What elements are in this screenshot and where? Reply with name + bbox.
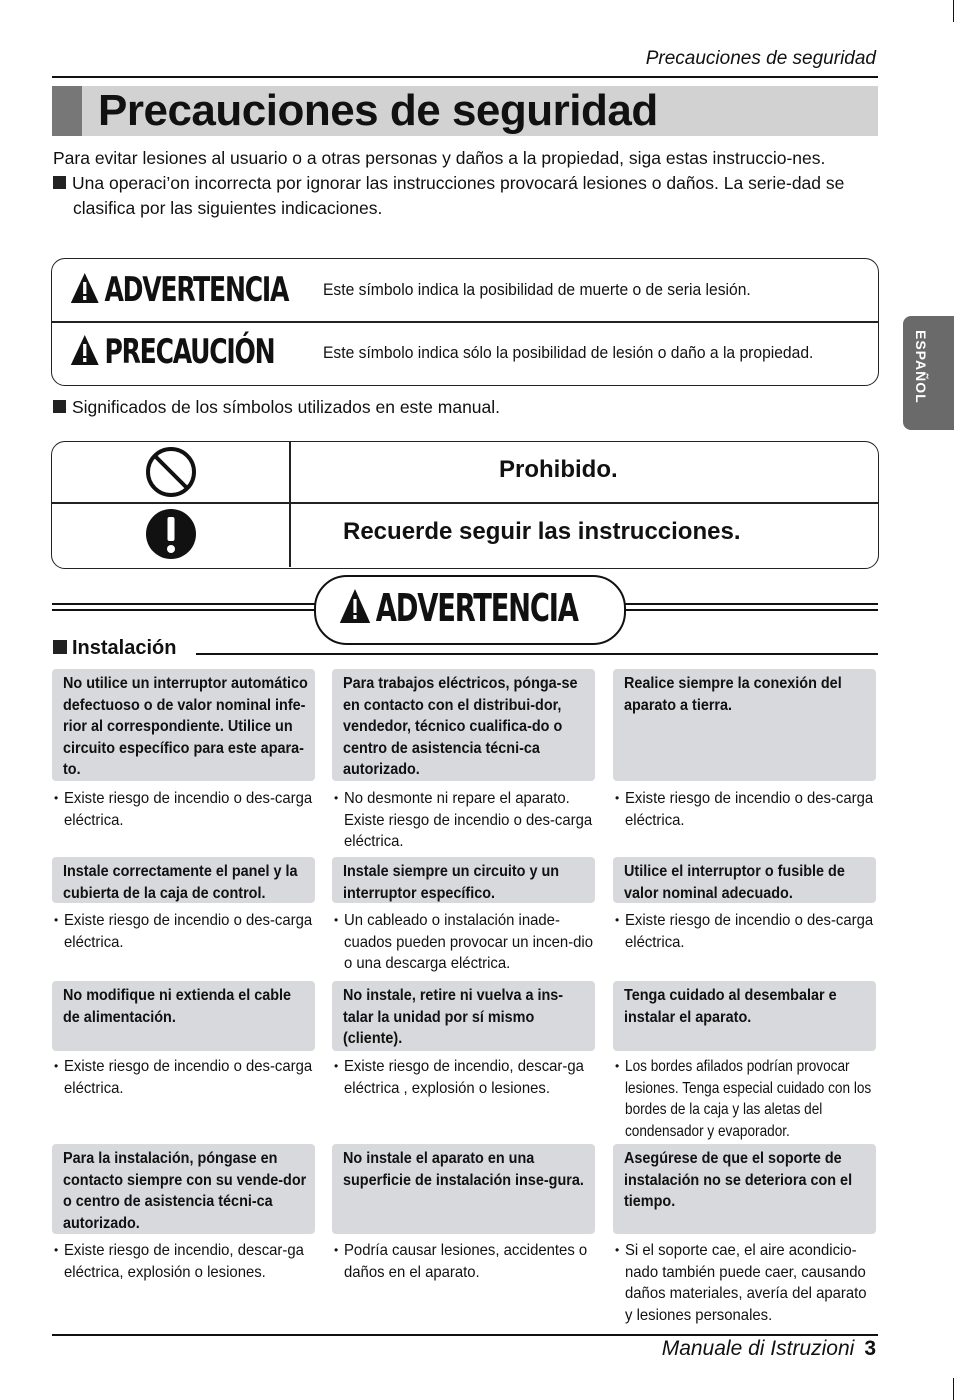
signal-precaucion <box>70 332 274 372</box>
header-rule <box>52 76 878 78</box>
card-9-note-text: • Los bordes afilados podrían provocar lesiones. Tenga especial cuidado con los bordes de la caja y las aletas del condensador y evaporador. <box>625 1058 872 1140</box>
card-2-title: Para trabajos eléctricos, pónga-se en contacto con el distribui-dor, vendedor, técnico cualifica-do o centro de asistencia técni-ca autorizado. <box>343 675 578 778</box>
card-11-note <box>332 1240 595 1283</box>
warning-banner-label: ADVERTENCIA <box>375 586 578 630</box>
symbols-intro <box>53 397 500 418</box>
card-7-note-text: • Existe riesgo de incendio o des-carga eléctrica. <box>64 1058 313 1097</box>
symbol-instructions-text: Recuerde seguir las instrucciones. <box>343 518 741 545</box>
warning-triangle-icon <box>70 272 100 304</box>
section-heading <box>53 637 176 660</box>
card-10-note <box>52 1240 315 1283</box>
page-number: 3 <box>864 1337 876 1360</box>
intro-line-2: Una operaci’on incorrecta por ignorar las instrucciones provocará lesiones o daños. La serie-dad se clasifica por las siguientes indicaciones. <box>53 171 868 221</box>
signal-precaucion-description: Este símbolo indica sólo la posibilidad de lesión o daño a la propiedad. <box>323 343 814 362</box>
card-1-note <box>52 788 315 831</box>
running-header: Precauciones de seguridad <box>645 48 876 69</box>
symbols-intro-text: Significados de los símbolos utilizados en este manual. <box>72 397 501 417</box>
banner-rule-right-2 <box>620 609 878 611</box>
footer <box>662 1337 876 1361</box>
warning-triangle-icon <box>339 588 371 624</box>
page-title: Precauciones de seguridad <box>98 86 658 135</box>
card-11-title: No instale el aparato en una superficie de instalación inse-gura. <box>343 1150 584 1189</box>
section-rule <box>196 653 878 655</box>
card-6-title: Utilice el interruptor o fusible de valor nominal adecuado. <box>624 863 845 902</box>
card-5 <box>332 857 595 903</box>
card-8-note-text: • Existe riesgo de incendio, descar-ga eléctrica , explosión o lesiones. <box>344 1058 584 1097</box>
signal-advertencia <box>70 270 288 310</box>
card-7 <box>52 981 315 1051</box>
banner-rule-left-1 <box>52 603 316 605</box>
footer-manual-title: Manuale di Istruzioni <box>661 1337 855 1360</box>
card-8-note <box>332 1056 595 1099</box>
card-5-note <box>332 910 595 975</box>
warning-banner-content <box>339 584 578 632</box>
card-12 <box>613 1144 876 1234</box>
card-1-title: No utilice un interruptor automático defectuoso o de valor nominal infe-rior al correspondiente. Utilice un circuito específico para este apara-to. <box>63 675 308 778</box>
exclamation-icon <box>145 508 197 560</box>
card-2-note <box>332 788 595 853</box>
card-7-note <box>52 1056 315 1099</box>
card-1 <box>52 669 315 781</box>
intro-line-1: Para evitar lesiones al usuario o a otras personas y daños a la propiedad, siga estas instruccio-nes. <box>53 148 826 168</box>
card-5-note-text: • Un cableado o instalación inade-cuados pueden provocar un incen-dio o una descarga eléctrica. <box>344 912 594 972</box>
caution-triangle-icon <box>70 334 100 366</box>
card-8-title: No instale, retire ni vuelva a ins-talar la unidad por sí mismo (cliente). <box>343 987 564 1047</box>
prohibited-icon <box>145 446 197 498</box>
signal-precaucion-label: PRECAUCIÓN <box>104 332 275 372</box>
card-2 <box>332 669 595 781</box>
card-9-note <box>613 1056 876 1142</box>
square-bullet-icon <box>53 176 66 189</box>
signal-advertencia-description: Este símbolo indica la posibilidad de muerte o de seria lesión. <box>323 280 751 299</box>
card-4-note <box>52 910 315 953</box>
card-12-note <box>613 1240 876 1326</box>
symbol-prohibited-text: Prohibido. <box>499 456 618 483</box>
symbols-divider-vertical <box>289 442 291 567</box>
card-2-note-text: • No desmonte ni repare el aparato. Existe riesgo de incendio o des-carga eléctrica. <box>344 790 593 850</box>
card-1-note-text: • Existe riesgo de incendio o des-carga eléctrica. <box>64 790 313 829</box>
card-3-note-text: • Existe riesgo de incendio o des-carga eléctrica. <box>625 790 874 829</box>
card-3-title: Realice siempre la conexión del aparato a tierra. <box>624 675 842 714</box>
card-7-title: No modifique ni extienda el cable de alimentación. <box>63 987 292 1026</box>
banner-rule-left-2 <box>52 609 316 611</box>
card-3 <box>613 669 876 781</box>
card-5-title: Instale siempre un circuito y un interruptor específico. <box>343 863 560 902</box>
card-11 <box>332 1144 595 1234</box>
title-accent-block <box>52 86 82 136</box>
card-4-title: Instale correctamente el panel y la cubierta de la caja de control. <box>63 863 298 902</box>
symbols-divider-horizontal <box>52 502 878 504</box>
card-11-note-text: • Podría causar lesiones, accidentes o daños en el aparato. <box>344 1242 588 1281</box>
banner-rule-right-1 <box>620 603 878 605</box>
card-4 <box>52 857 315 903</box>
signal-advertencia-label: ADVERTENCIA <box>104 270 289 310</box>
card-9-title: Tenga cuidado al desembalar e instalar el aparato. <box>624 987 837 1026</box>
card-6-note-text: • Existe riesgo de incendio o des-carga eléctrica. <box>625 912 874 951</box>
card-4-note-text: • Existe riesgo de incendio o des-carga eléctrica. <box>64 912 313 951</box>
card-12-note-text: • Si el soporte cae, el aire acondicio-nado también puede caer, causando daños materiales, avería del aparato y lesiones personales. <box>625 1242 867 1324</box>
language-tab-label: ESPAÑOL <box>913 330 929 404</box>
card-12-title: Asegúrese de que el soporte de instalación no se deteriora con el tiempo. <box>624 1150 853 1210</box>
signal-divider <box>52 321 878 323</box>
section-heading-text: Instalación <box>72 637 177 659</box>
square-bullet-icon <box>53 400 66 413</box>
card-10-note-text: • Existe riesgo de incendio, descar-ga eléctrica, explosión o lesiones. <box>64 1242 304 1281</box>
card-6-note <box>613 910 876 953</box>
card-8 <box>332 981 595 1051</box>
card-9 <box>613 981 876 1051</box>
footer-rule <box>52 1334 878 1336</box>
square-bullet-icon <box>53 640 67 654</box>
card-10 <box>52 1144 315 1234</box>
card-3-note <box>613 788 876 831</box>
card-6 <box>613 857 876 903</box>
card-10-title: Para la instalación, póngase en contacto siempre con su vende-dor o centro de asistencia técni-ca autorizado. <box>63 1150 307 1232</box>
intro-text <box>53 146 868 221</box>
